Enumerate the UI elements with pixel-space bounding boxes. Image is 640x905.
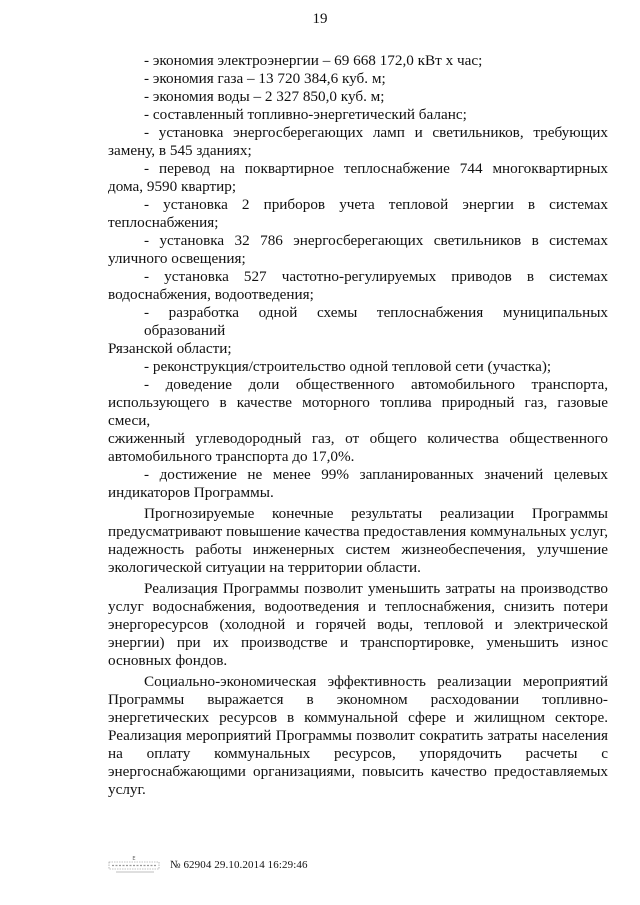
list-item-transport-cont-2: сжиженный углеводородный газ, от общего количества общественного [108,430,608,447]
page-number: 19 [312,11,328,27]
paragraph-efficiency-line-3: энергетических ресурсов в коммунальной сфере и жилищном секторе. [108,709,608,726]
paragraph-implementation-line-4: энергии) при их производстве и транспортировке, уменьшить износ [108,634,608,651]
list-item-heating-cont: дома, 9590 квартир; [108,178,237,195]
list-item-indicators: - достижение не менее 99% запланированных значений целевых [144,466,608,483]
paragraph-efficiency-line-1: Социально-экономическая эффективность реализации мероприятий [144,673,608,690]
list-item-drives-cont: водоснабжения, водоотведения; [108,286,314,303]
registration-stamp-icon [108,854,160,876]
list-item-transport-cont-3: автомобильного транспорта до 17,0%. [108,448,355,465]
list-item-scheme: - разработка одной схемы теплоснабжения муниципальных образований [144,304,608,339]
list-item-street-lights: - установка 32 786 энергосберегающих светильников в системах [144,232,608,249]
list-item-network: - реконструкция/строительство одной тепловой сети (участка); [144,358,552,375]
list-item-gas: - экономия газа – 13 720 384,6 куб. м; [144,70,386,87]
paragraph-implementation-line-3: энергоресурсов (холодной и горячей воды, тепловой и электрической [108,616,608,633]
paragraph-implementation-line-2: услуг водоснабжения, водоотведения и теплоснабжения, снизить потери [108,598,608,615]
list-item-heating: - перевод на поквартирное теплоснабжение 744 многоквартирных [144,160,608,177]
paragraph-efficiency-line-7: услуг. [108,781,146,798]
svg-text:E: E [132,856,136,862]
paragraph-efficiency-line-4: Реализация мероприятий Программы позволит сократить затраты населения [108,727,608,744]
list-item-lamps: - установка энергосберегающих ламп и светильников, требующих [144,124,608,141]
paragraph-results-line-1: Прогнозируемые конечные результаты реализации Программы [144,505,608,522]
document-body [108,52,608,799]
list-item-transport-cont-1: использующего в качестве моторного топлива природный газ, газовые смеси, [108,394,608,429]
list-item-scheme-cont: Рязанской области; [108,340,232,357]
paragraph-efficiency-line-6: энергоснабжающими организациями, повысить качество предоставляемых [108,763,608,780]
document-registration-info: № 62904 29.10.2014 16:29:46 [170,859,308,871]
list-item-street-lights-cont: уличного освещения; [108,250,246,267]
list-item-transport: - доведение доли общественного автомобильного транспорта, [144,376,608,393]
list-item-indicators-cont: индикаторов Программы. [108,484,274,501]
list-item-meters: - установка 2 приборов учета тепловой энергии в системах [144,196,608,213]
list-item-lamps-cont: замену, в 545 зданиях; [108,142,252,159]
list-item-electricity: - экономия электроэнергии – 69 668 172,0 кВт х час; [144,52,483,69]
list-item-balance: - составленный топливно-энергетический баланс; [144,106,467,123]
paragraph-results-line-3: надежность работы инженерных систем жизнеобеспечения, улучшение [108,541,608,558]
paragraph-efficiency-line-2: Программы выражается в экономном расходовании топливно- [108,691,608,708]
paragraph-efficiency-line-5: на оплату коммунальных ресурсов, упорядочить расчеты с [108,745,608,762]
list-item-drives: - установка 527 частотно-регулируемых приводов в системах [144,268,608,285]
paragraph-implementation-line-1: Реализация Программы позволит уменьшить затраты на производство [144,580,608,597]
list-item-water: - экономия воды – 2 327 850,0 куб. м; [144,88,385,105]
paragraph-implementation-line-5: основных фондов. [108,652,228,669]
page-footer [108,853,308,877]
paragraph-results-line-4: экологической ситуации на территории области. [108,559,421,576]
paragraph-results-line-2: предусматривают повышение качества предоставления коммунальных услуг, [108,523,608,540]
list-item-meters-cont: теплоснабжения; [108,214,219,231]
